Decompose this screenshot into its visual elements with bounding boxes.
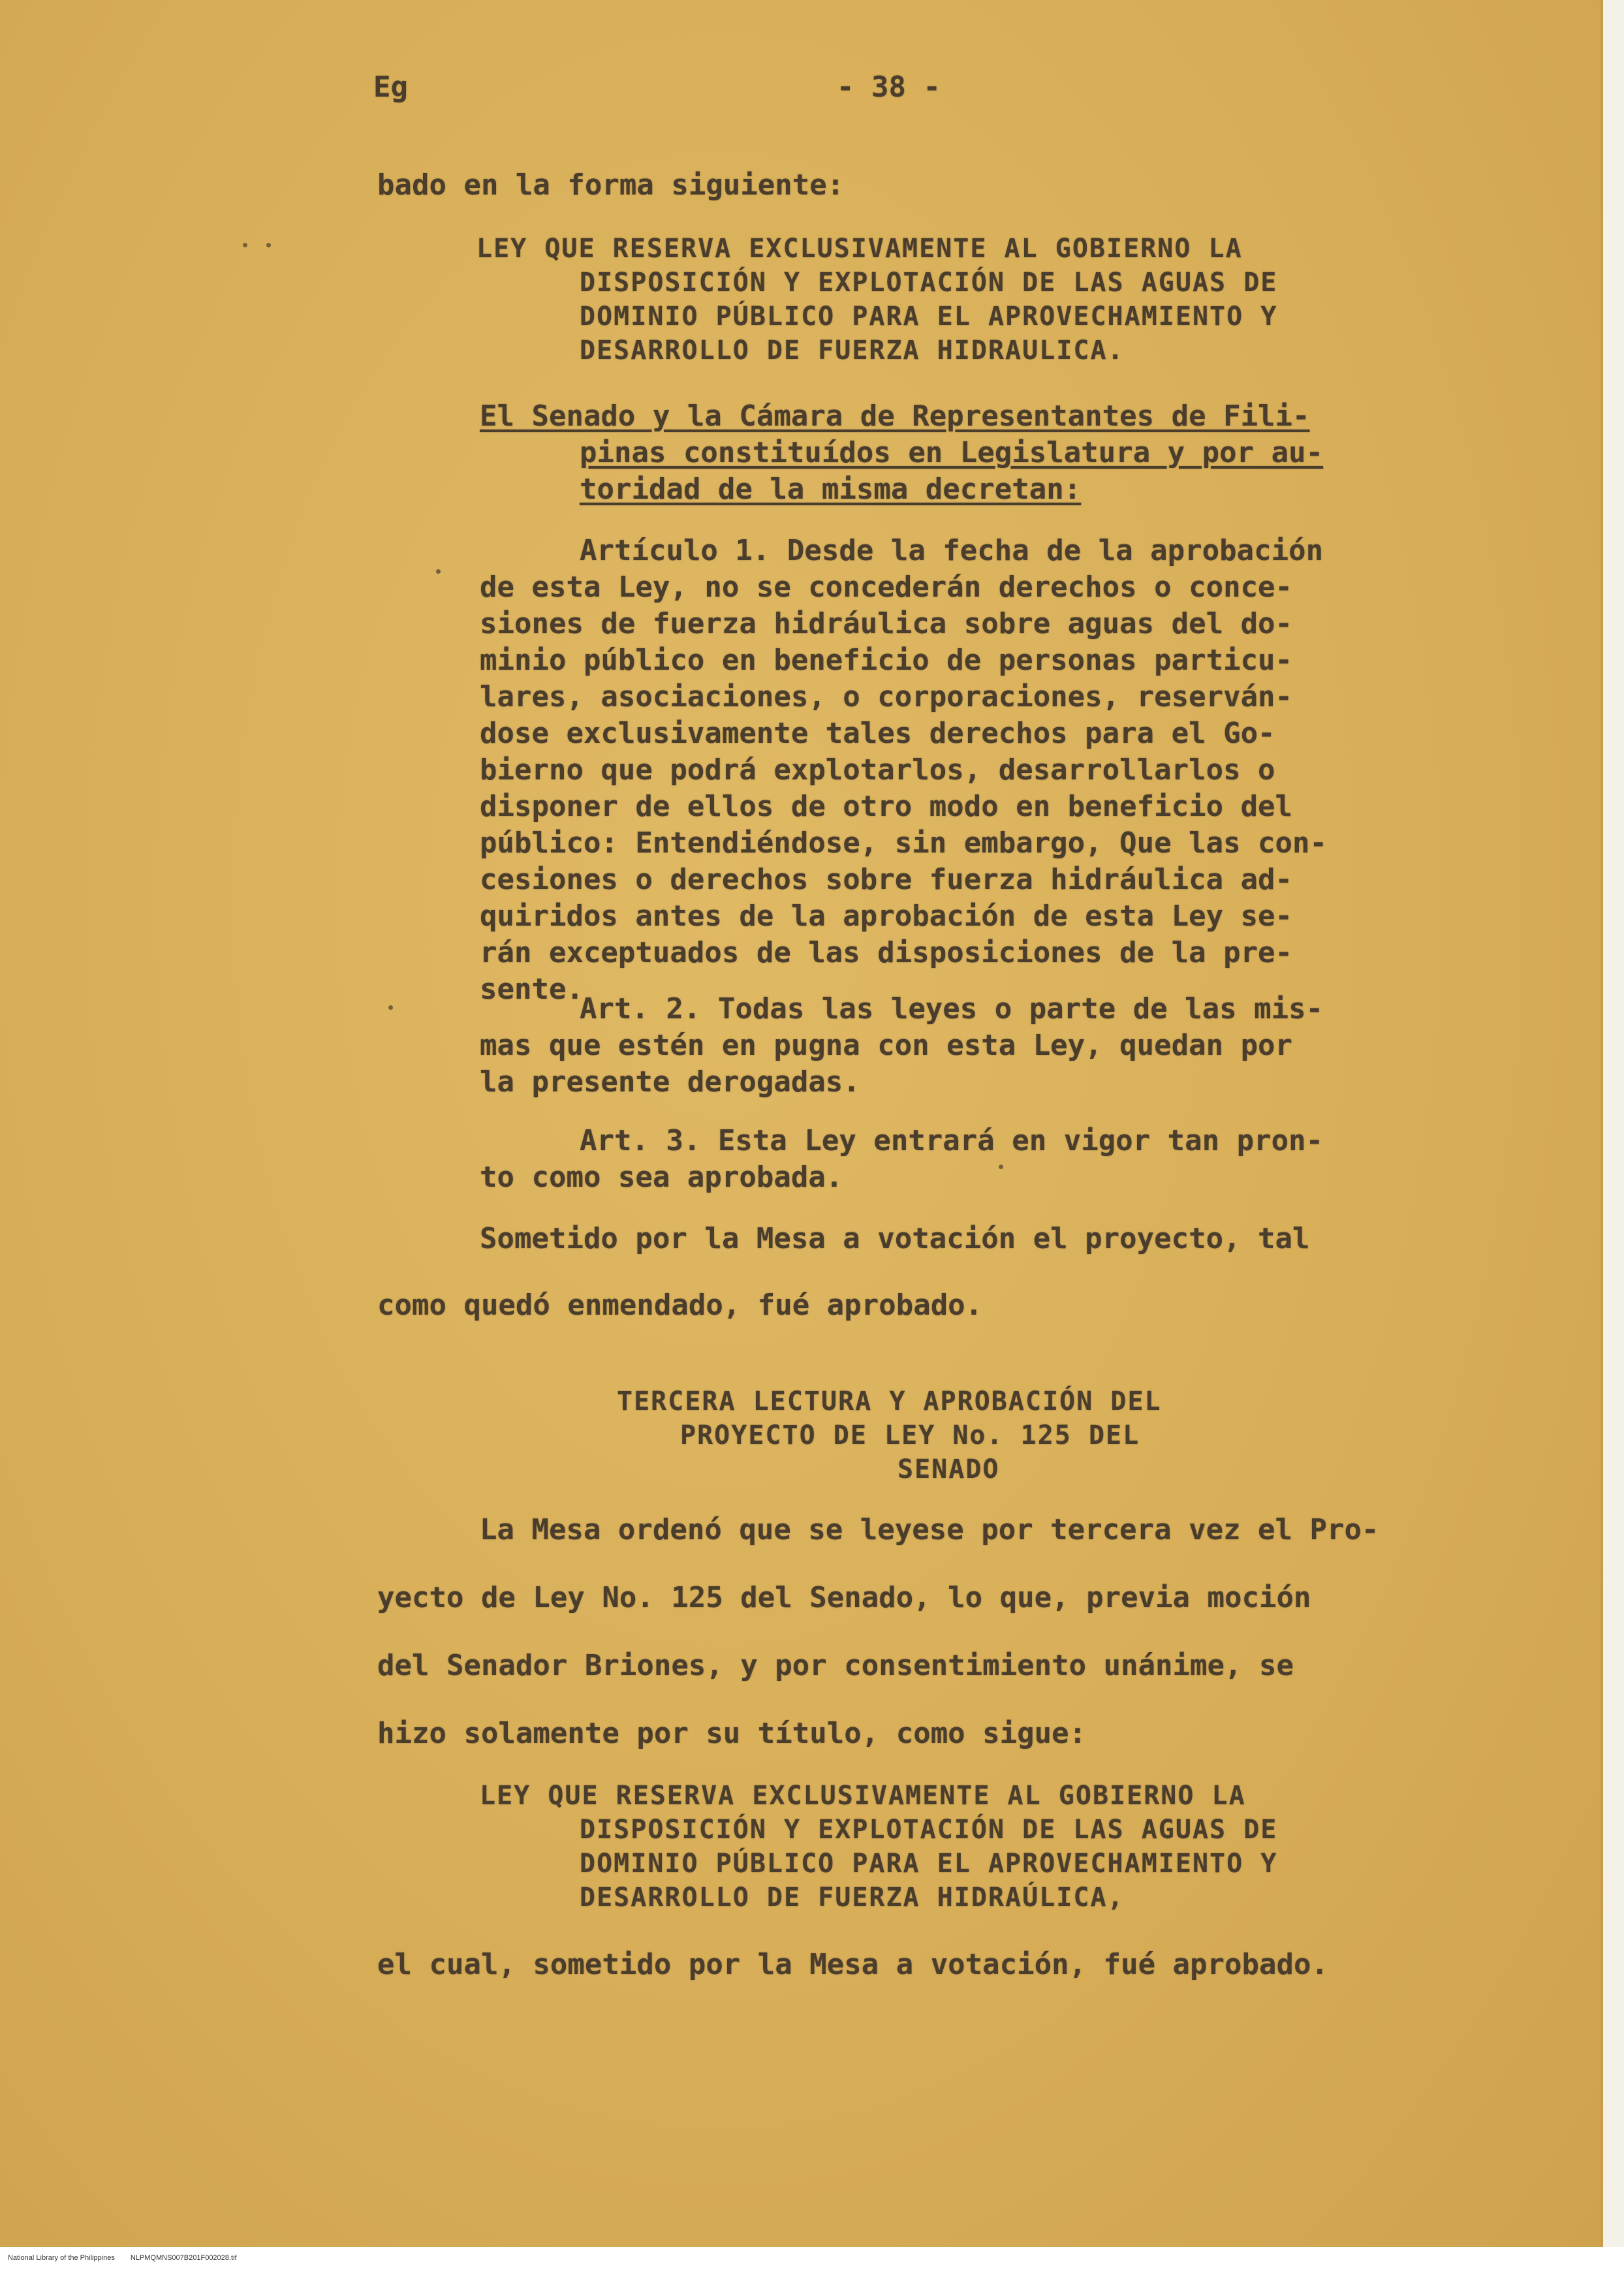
article-1-line-3: siones de fuerza hidráulica sobre aguas del do- [480,607,1293,640]
article-2-line-1: Art. 2. Todas las leyes o parte de las mis- [580,992,1324,1026]
margin-speck [243,243,247,247]
bill-title-1-line-1: LEY QUE RESERVA EXCLUSIVAMENTE AL GOBIERNO LA [476,234,1243,264]
scan-footer-strip [0,2247,1624,2271]
bill-title-1-line-3: DOMINIO PÚBLICO PARA EL APROVECHAMIENTO Y [580,302,1278,332]
enacting-clause-line-2: pinas constituídos en Legislatura y por au- [580,436,1324,469]
footer-library: National Library of the Philippines [8,2254,115,2262]
section-heading-line-2: PROYECTO DE LEY No. 125 DEL [680,1420,1140,1450]
bill-title-2-line-4: DESARROLLO DE FUERZA HIDRAÚLICA, [580,1883,1125,1913]
third-reading-line-3: del Senador Briones, y por consentimiento unánime, se [377,1649,1294,1682]
article-1-line-10: cesiones o derechos sobre fuerza hidráulica ad- [480,863,1293,896]
article-2-line-3: la presente derogadas. [480,1065,860,1099]
closing-line: el cual, sometido por la Mesa a votación, fué aprobado. [377,1948,1328,1981]
bill-title-2-line-1: LEY QUE RESERVA EXCLUSIVAMENTE AL GOBIERNO LA [480,1781,1246,1811]
third-reading-line-2: yecto de Ley No. 125 del Senado, lo que, previa moción [377,1581,1311,1614]
article-3-line-1: Art. 3. Esta Ley entrará en vigor tan pron- [580,1124,1324,1157]
margin-speck [999,1165,1003,1169]
footer-file: NLPMQMNS007B201F002028.tif [130,2254,237,2262]
scan-footer [8,2254,237,2262]
article-1-line-11: quiridos antes de la aprobación de esta Ley se- [480,900,1293,933]
page-initials: Eg [373,70,408,104]
article-1-line-12: rán exceptuados de las disposiciones de la pre- [480,936,1293,969]
margin-speck [266,243,271,247]
third-reading-line-4: hizo solamente por su título, como sigue: [377,1717,1087,1750]
article-1-line-1: Artículo 1. Desde la fecha de la aprobación [580,534,1324,567]
intro-text: bado en la forma siguiente: [377,168,845,202]
article-1-line-8: disponer de ellos de otro modo en beneficio del [480,790,1293,823]
vote-paragraph-line-2: como quedó enmendado, fué aprobado. [377,1289,983,1322]
article-1-line-5: lares, asociaciones, o corporaciones, reserván- [480,680,1293,713]
bill-title-2-line-2: DISPOSICIÓN Y EXPLOTACIÓN DE LAS AGUAS DE [580,1815,1278,1845]
margin-speck [436,569,441,574]
bill-title-1-line-2: DISPOSICIÓN Y EXPLOTACIÓN DE LAS AGUAS DE [580,268,1278,298]
article-2-line-2: mas que estén en pugna con esta Ley, quedan por [480,1029,1293,1062]
article-3-line-2: to como sea aprobada. [480,1161,843,1194]
enacting-clause-line-3: toridad de la misma decretan: [580,473,1082,506]
enacting-clause-line-1: El Senado y la Cámara de Representantes de Fili- [480,399,1310,433]
article-1-line-2: de esta Ley, no se concederán derechos o conce- [480,571,1293,604]
article-1-line-7: bierno que podrá explotarlos, desarrollarlos o [480,753,1275,787]
article-1-line-4: minio público en beneficio de personas particu- [480,644,1293,677]
third-reading-line-1: La Mesa ordenó que se leyese por tercera vez el Pro- [480,1513,1379,1546]
article-1-line-9: público: Entendiéndose, sin embargo, Que las con- [480,826,1328,860]
bill-title-1-line-4: DESARROLLO DE FUERZA HIDRAULICA. [580,336,1125,366]
margin-speck [388,1005,393,1010]
section-heading-line-1: TERCERA LECTURA Y APROBACIÓN DEL [617,1386,1162,1417]
article-1-line-6: dose exclusivamente tales derechos para el Go- [480,717,1275,750]
article-1-line-13: sente. [480,973,584,1006]
page-number: - 38 - [837,70,941,104]
vote-paragraph-line-1: Sometido por la Mesa a votación el proyecto, tal [480,1222,1310,1255]
bill-title-2-line-3: DOMINIO PÚBLICO PARA EL APROVECHAMIENTO Y [580,1849,1278,1879]
section-heading-line-3: SENADO [898,1454,1000,1484]
